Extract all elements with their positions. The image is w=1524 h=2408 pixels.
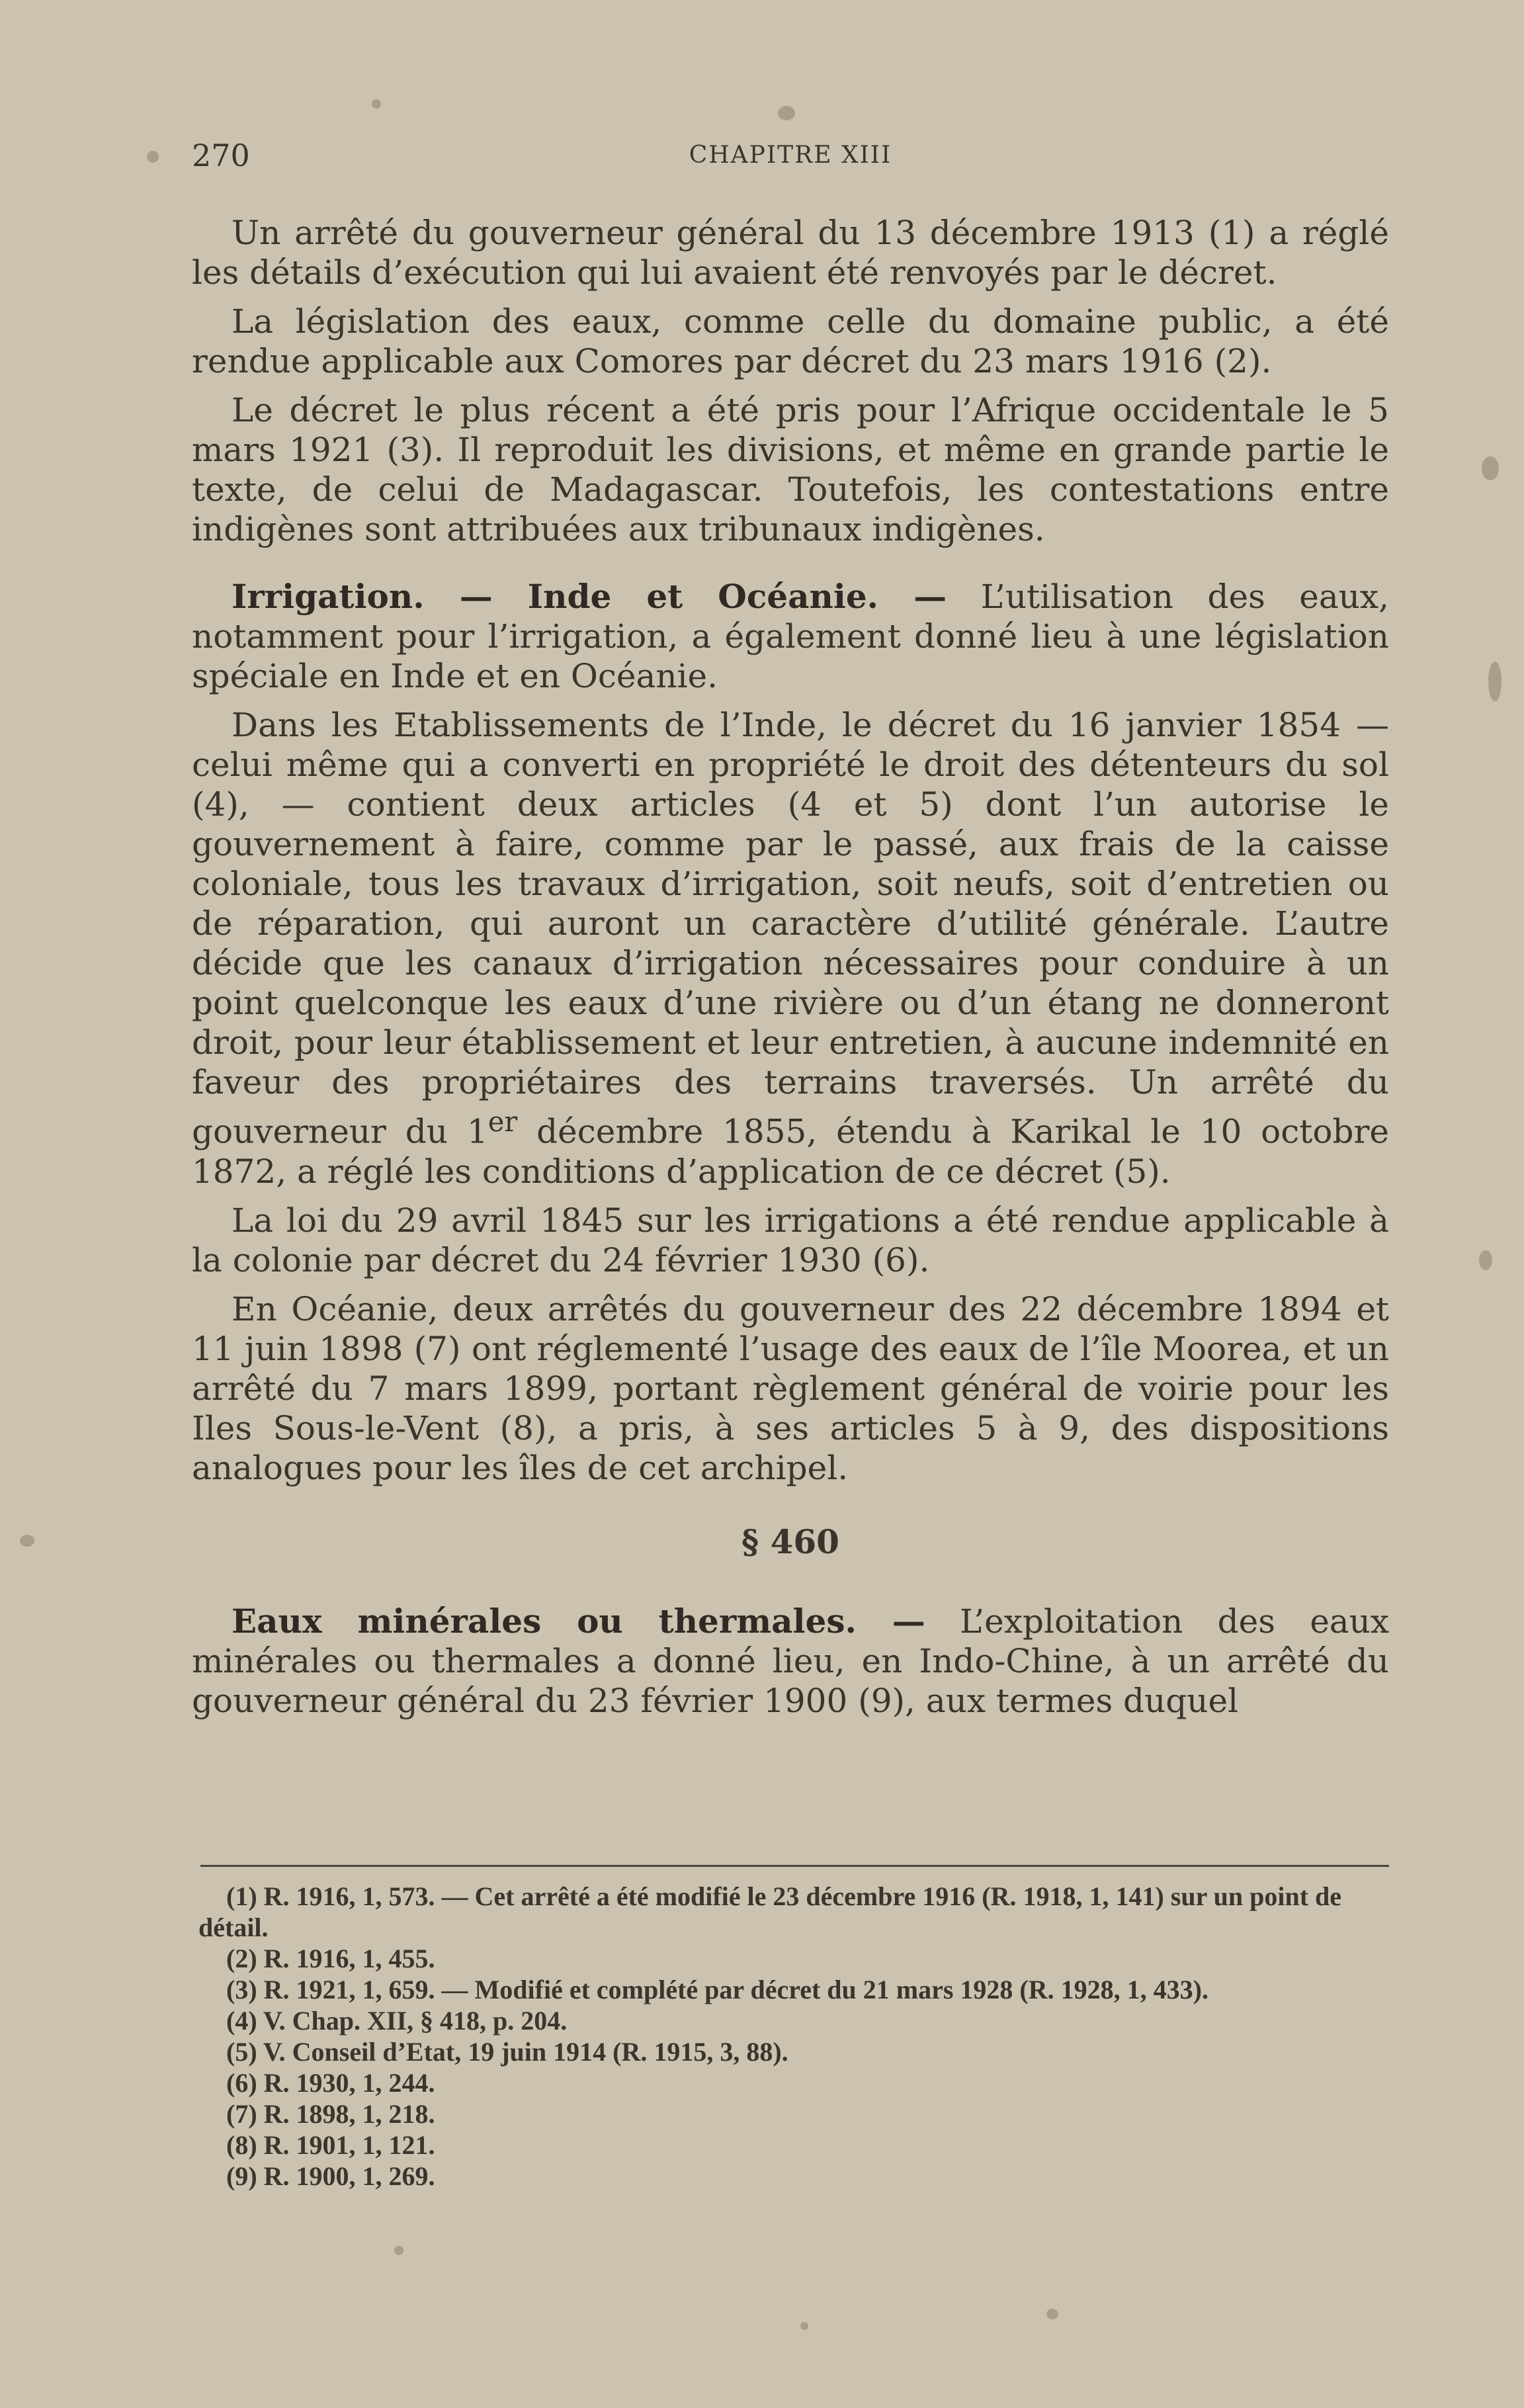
footnote: (9) R. 1900, 1, 269. [226, 2161, 435, 2191]
paragraph-text: décembre 1855, étendu à Karikal le 10 octobre 1872, a réglé les conditions d’application de ce décret (5). [192, 1112, 1389, 1191]
section-number: § 460 [741, 1522, 839, 1561]
paragraph: La législation des eaux, comme celle du domaine public, a été rendue applicable aux Comores par décret du 23 mars 1916 (2). [192, 302, 1389, 380]
footnotes [198, 1881, 1389, 2192]
foxing-spot [394, 2246, 403, 2255]
paragraph: La loi du 29 avril 1845 sur les irrigations a été rendue applicable à la colonie par décret du 24 février 1930 (6). [192, 1201, 1389, 1279]
footnote: (5) V. Conseil d’Etat, 19 juin 1914 (R. 1915, 3, 88). [226, 2037, 788, 2067]
paragraph-text: L’utilisation des eaux, notamment pour l’irrigation, a également donné lieu à une législation spéciale en Inde et en Océanie. [192, 578, 1389, 695]
paragraph: Un arrêté du gouverneur général du 13 décembre 1913 (1) a réglé les détails d’exécution qui lui avaient été renvoyés par le décret. [192, 214, 1389, 292]
footnote: (1) R. 1916, 1, 573. — Cet arrêté a été modifié le 23 décembre 1916 (R. 1918, 1, 141) sur un point de détail. [198, 1881, 1342, 1942]
footnote: (6) R. 1930, 1, 244. [226, 2068, 435, 2098]
paragraph-text: L’exploitation des eaux minérales ou thermales a donné lieu, en Indo-Chine, à un arrêté du gouverneur général du 23 février 1900 (9), aux termes duquel [192, 1602, 1390, 1720]
ordinal-superscript: er [487, 1105, 518, 1138]
paragraph: Le décret le plus récent a été pris pour l’Afrique occidentale le 5 mars 1921 (3). Il reproduit les divisions, et même en grande partie le texte, de celui de Madagascar. Toutefois, les contestations entre indigènes sont attribuées aux tribunaux indigènes. [192, 391, 1389, 548]
paragraph-text: Dans les Etablissements de l’Inde, le décret du 16 janvier 1854 — celui même qui a converti en propriété le droit des détenteurs du sol (4), — contient deux articles (4 et 5) dont l’un autorise le gouvernement à faire, comme par le passé, aux frais de la caisse coloniale, tous les travaux d’irrigation, soit neufs, soit d’entretien ou de réparation, qui auront un caractère d’utilité générale. L’autre décide que les canaux d’irrigation nécessaires pour conduire à un point quelconque les eaux d’une rivière ou d’un étang ne donneront droit, pour leur établissement et leur entretien, à aucune indemnité en faveur des propriétaires des terrains traversés. Un arrêté du gouverneur du [192, 706, 1389, 1151]
ordinal-number: 1 [466, 1112, 488, 1151]
foxing-spot [1482, 456, 1499, 480]
foxing-spot [20, 1535, 34, 1547]
footnote: (2) R. 1916, 1, 455. [226, 1944, 435, 1973]
page-header [192, 138, 1389, 177]
paragraph: En Océanie, deux arrêtés du gouverneur des 22 décembre 1894 et 11 juin 1898 (7) ont réglementé l’usage des eaux de l’île Moorea, et un arrêté du 7 mars 1899, portant règlement général de voirie pour les Iles Sous-le-Vent (8), a pris, à ses articles 5 à 9, des dispositions analogues pour les îles de cet archipel. [192, 1289, 1389, 1487]
chapter-title: CHAPITRE XIII [689, 142, 892, 169]
footnote: (8) R. 1901, 1, 121. [226, 2130, 435, 2160]
foxing-spot [1488, 662, 1502, 701]
page-number: 270 [192, 138, 250, 173]
footnote: (4) V. Chap. XII, § 418, p. 204. [226, 2006, 568, 2036]
footnote: (7) R. 1898, 1, 218. [226, 2099, 435, 2129]
foxing-spot [1479, 1250, 1492, 1270]
eaux-heading: Eaux minérales ou thermales. — [232, 1601, 925, 1641]
paragraph-eaux [192, 1602, 1389, 1721]
footnote-rule [200, 1865, 1389, 1867]
paragraph-inde [192, 705, 1389, 1191]
foxing-spot [147, 151, 159, 163]
foxing-spot [372, 99, 381, 108]
irrigation-heading: Irrigation. — Inde et Océanie. — [232, 577, 947, 616]
paragraph-irrigation [192, 577, 1389, 696]
main-text [192, 213, 1389, 1730]
foxing-spot [778, 106, 795, 120]
footnote: (3) R. 1921, 1, 659. — Modifié et complété par décret du 21 mars 1928 (R. 1928, 1, 433). [226, 1975, 1208, 2004]
foxing-spot [800, 2322, 808, 2330]
foxing-spot [1046, 2309, 1058, 2319]
